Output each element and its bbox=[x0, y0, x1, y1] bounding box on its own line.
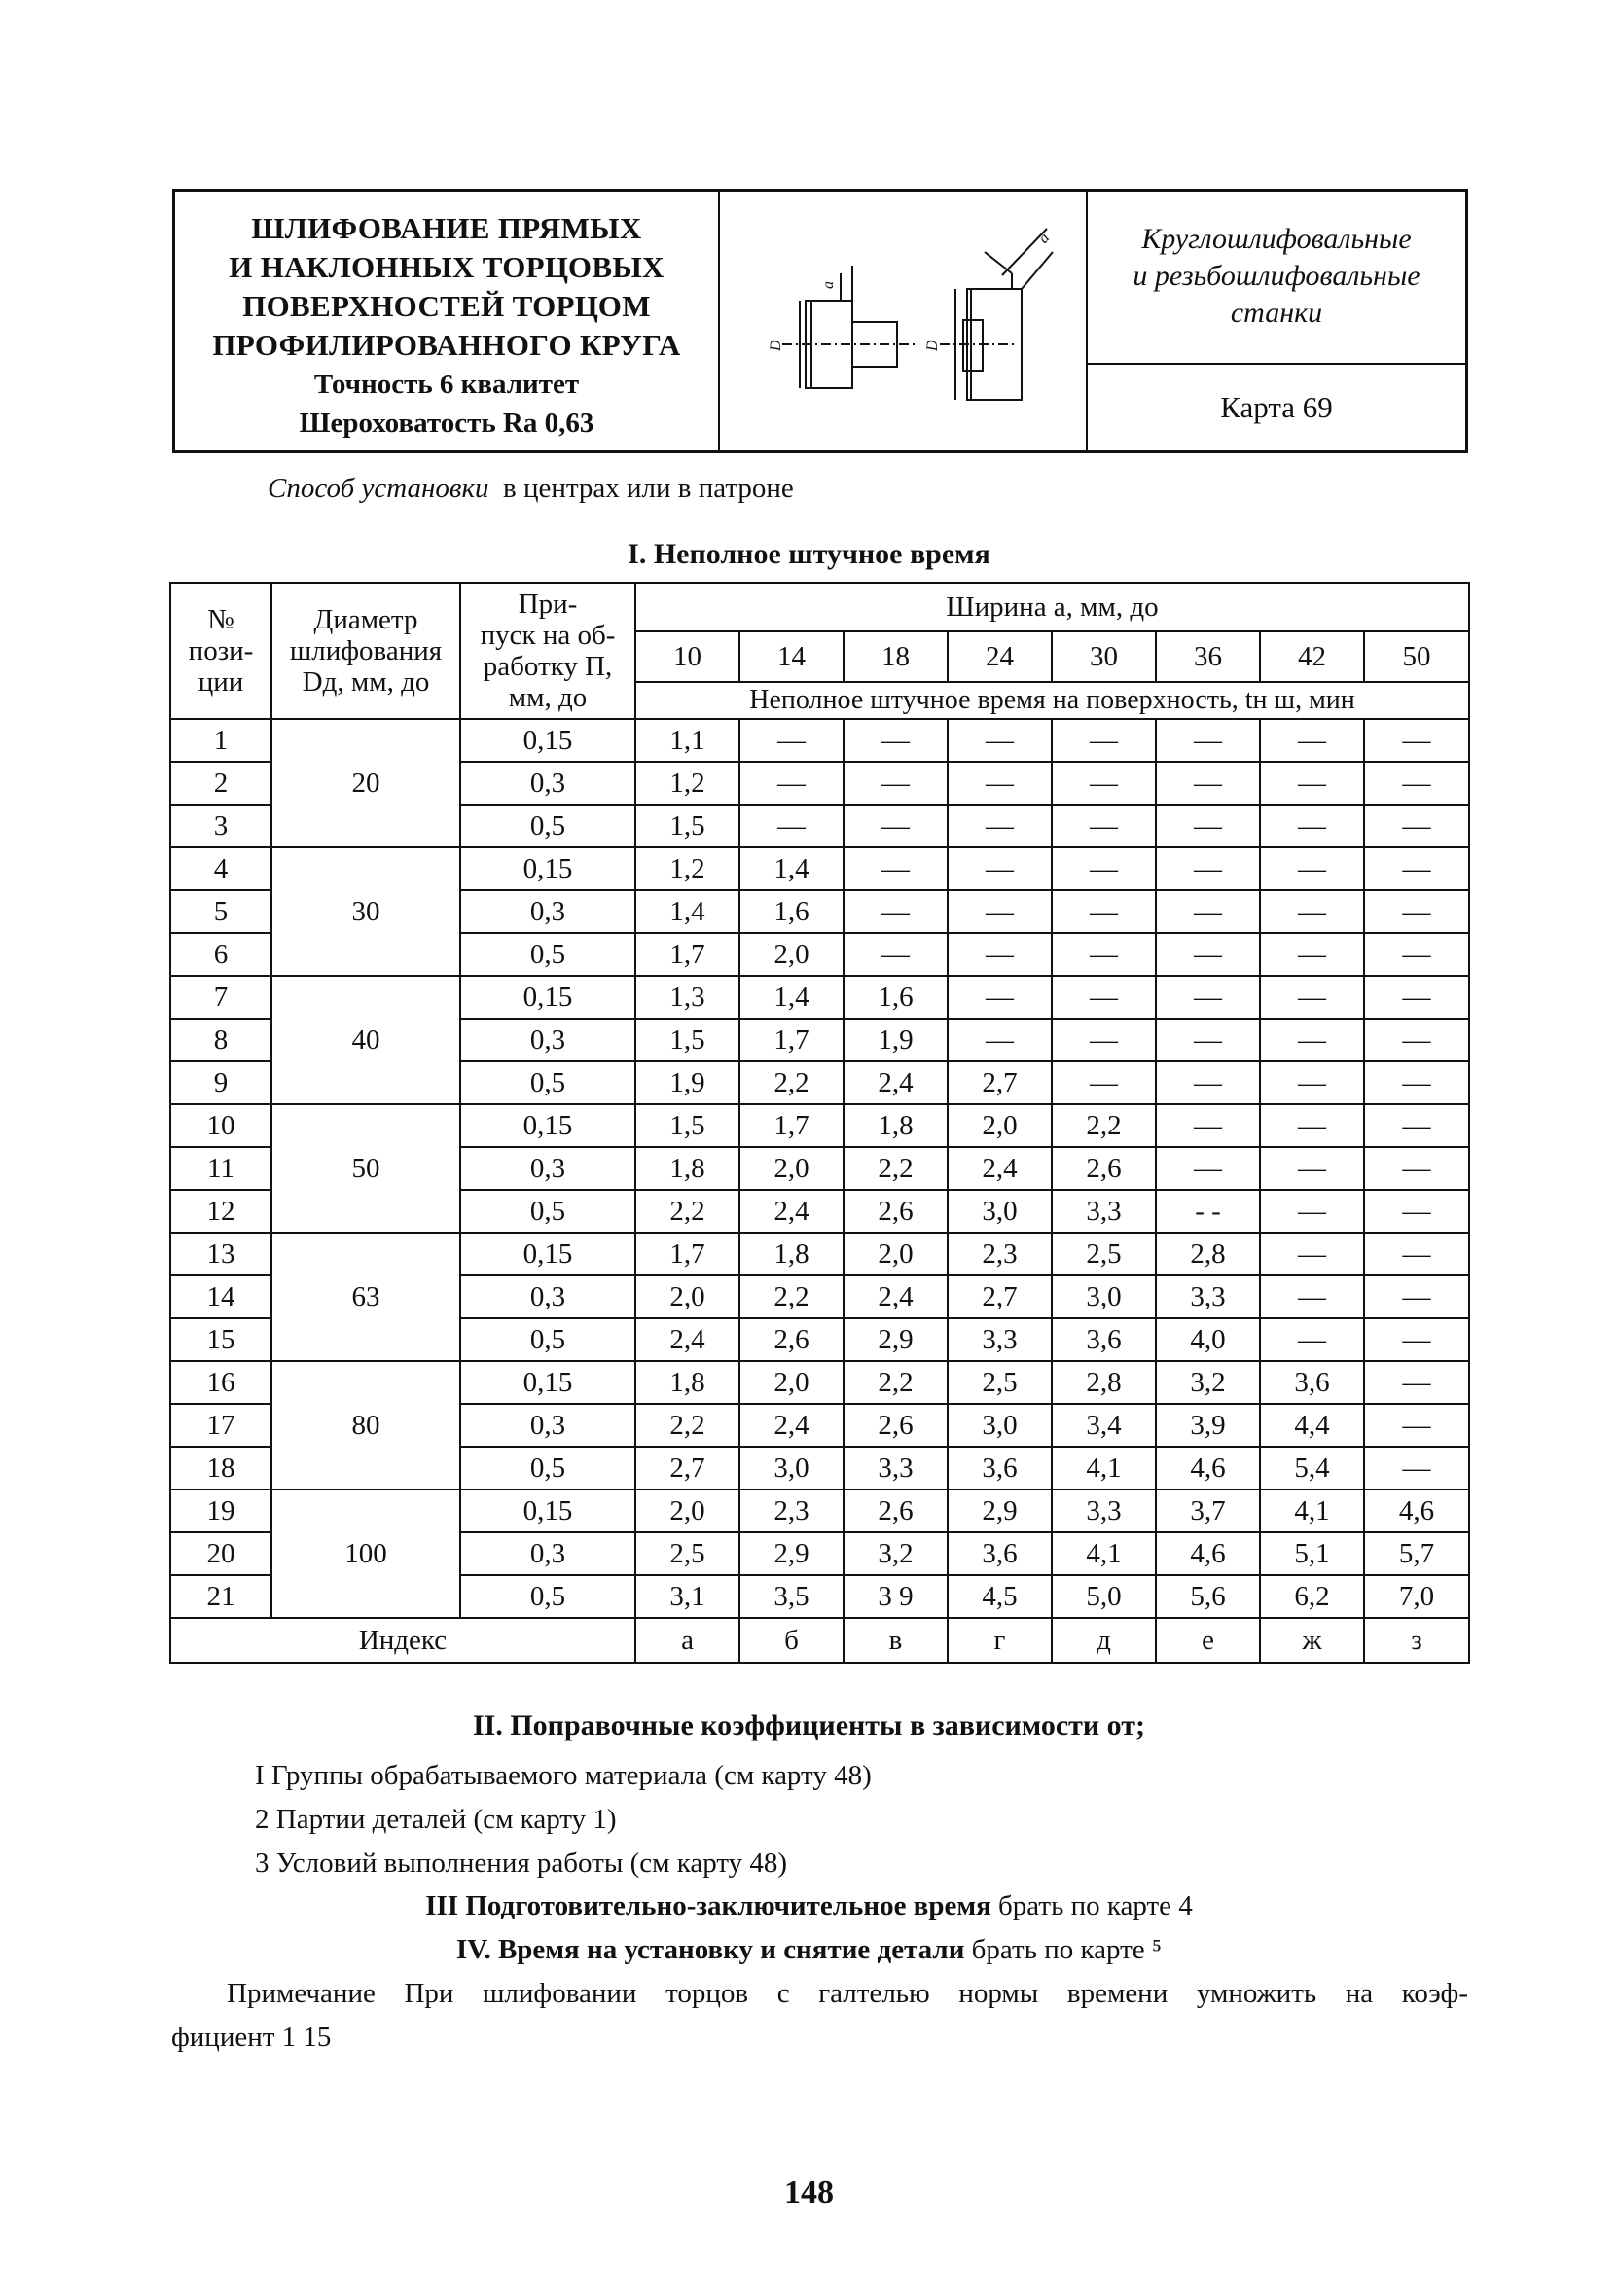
row-position: 8 bbox=[170, 1019, 271, 1061]
row-allowance: 0,15 bbox=[460, 1233, 635, 1275]
index-letter: д bbox=[1052, 1618, 1156, 1663]
row-diameter: 40 bbox=[271, 976, 460, 1104]
time-value-cell: — bbox=[1364, 1061, 1469, 1104]
time-value-cell: — bbox=[948, 890, 1052, 933]
row-position: 21 bbox=[170, 1575, 271, 1618]
row-allowance: 0,15 bbox=[460, 1104, 635, 1147]
time-value-cell: 1,8 bbox=[635, 1147, 739, 1190]
index-letter: в bbox=[844, 1618, 948, 1663]
time-value-cell: — bbox=[1260, 805, 1364, 847]
time-value-cell: — bbox=[1156, 890, 1260, 933]
title-line-1: ШЛИФОВАНИЕ ПРЯМЫХ bbox=[251, 211, 642, 245]
row-allowance: 0,3 bbox=[460, 762, 635, 805]
index-letter: ж bbox=[1260, 1618, 1364, 1663]
time-value-cell: 1,4 bbox=[635, 890, 739, 933]
time-value-cell: — bbox=[948, 762, 1052, 805]
time-value-cell: 2,4 bbox=[948, 1147, 1052, 1190]
time-value-cell: 2,0 bbox=[844, 1233, 948, 1275]
time-value-cell: — bbox=[1260, 762, 1364, 805]
time-value-cell: 1,3 bbox=[635, 976, 739, 1019]
width-value: 30 bbox=[1052, 631, 1156, 682]
time-value-cell: 4,1 bbox=[1260, 1489, 1364, 1532]
time-value-cell: — bbox=[1156, 719, 1260, 762]
col-header-allowance-line-2: пуск на об- bbox=[480, 620, 616, 651]
time-value-cell: 2,2 bbox=[635, 1404, 739, 1447]
setup-method bbox=[268, 473, 794, 505]
note-line-1: Примечание При шлифовании торцов с галтелью нормы времени умножить на коэф- bbox=[227, 1978, 1468, 2009]
time-value-cell: 2,4 bbox=[635, 1318, 739, 1361]
col-header-time: Неполное штучное время на поверхность, tн ш, мин bbox=[635, 682, 1469, 719]
time-value-cell: 3,6 bbox=[1052, 1318, 1156, 1361]
time-value-cell: 3 9 bbox=[844, 1575, 948, 1618]
time-value-cell: 2,9 bbox=[844, 1318, 948, 1361]
time-value-cell: 3,3 bbox=[1052, 1190, 1156, 1233]
row-position: 12 bbox=[170, 1190, 271, 1233]
row-allowance: 0,5 bbox=[460, 1318, 635, 1361]
time-value-cell: — bbox=[1364, 1104, 1469, 1147]
time-value-cell: — bbox=[1156, 976, 1260, 1019]
setup-method-label: Способ установки bbox=[268, 473, 489, 504]
row-position: 2 bbox=[170, 762, 271, 805]
time-value-cell: — bbox=[1260, 933, 1364, 976]
correction-item-1: I Группы обрабатываемого материала (см карту 48) bbox=[255, 1760, 872, 1791]
col-header-allowance-line-4: мм, до bbox=[508, 682, 588, 713]
time-value-cell: — bbox=[1052, 890, 1156, 933]
time-value-cell: — bbox=[1260, 1233, 1364, 1275]
time-value-cell: 3,3 bbox=[844, 1447, 948, 1489]
row-allowance: 0,3 bbox=[460, 1404, 635, 1447]
time-value-cell: — bbox=[1260, 890, 1364, 933]
time-value-cell: 1,2 bbox=[635, 762, 739, 805]
accuracy-line: Точность 6 квалитет bbox=[313, 369, 580, 400]
time-value-cell: 2,6 bbox=[844, 1489, 948, 1532]
time-value-cell: 1,7 bbox=[739, 1019, 844, 1061]
time-value-cell: 2,6 bbox=[844, 1190, 948, 1233]
time-value-cell: 2,0 bbox=[739, 933, 844, 976]
time-value-cell: 2,2 bbox=[635, 1190, 739, 1233]
row-allowance: 0,5 bbox=[460, 1190, 635, 1233]
table-row bbox=[170, 847, 1469, 890]
time-value-cell: 1,7 bbox=[739, 1104, 844, 1147]
time-value-cell: 4,4 bbox=[1260, 1404, 1364, 1447]
correction-item-2: 2 Партии деталей (см карту 1) bbox=[255, 1804, 617, 1835]
time-value-cell: 3,6 bbox=[948, 1447, 1052, 1489]
part-sketch-drawing bbox=[720, 192, 1086, 452]
time-value-cell: 1,7 bbox=[635, 1233, 739, 1275]
index-letter: з bbox=[1364, 1618, 1469, 1663]
time-value-cell: — bbox=[1364, 976, 1469, 1019]
time-value-cell: 2,8 bbox=[1052, 1361, 1156, 1404]
time-value-cell: — bbox=[1052, 719, 1156, 762]
time-value-cell: 3,1 bbox=[635, 1575, 739, 1618]
index-label: Индекс bbox=[170, 1618, 635, 1663]
row-position: 17 bbox=[170, 1404, 271, 1447]
width-value: 42 bbox=[1260, 631, 1364, 682]
row-diameter: 63 bbox=[271, 1233, 460, 1361]
time-value-cell: 1,2 bbox=[635, 847, 739, 890]
row-diameter: 100 bbox=[271, 1489, 460, 1618]
row-allowance: 0,15 bbox=[460, 1489, 635, 1532]
time-value-cell: — bbox=[1156, 762, 1260, 805]
time-value-cell: — bbox=[1364, 805, 1469, 847]
time-value-cell: 2,9 bbox=[739, 1532, 844, 1575]
row-position: 7 bbox=[170, 976, 271, 1019]
time-value-cell: — bbox=[1364, 1233, 1469, 1275]
time-value-cell: 3,6 bbox=[948, 1532, 1052, 1575]
width-value: 10 bbox=[635, 631, 739, 682]
table-row bbox=[170, 1233, 1469, 1275]
time-value-cell: — bbox=[1052, 976, 1156, 1019]
time-value-cell: 3,4 bbox=[1052, 1404, 1156, 1447]
time-value-cell: — bbox=[1364, 1147, 1469, 1190]
time-value-cell: 3,0 bbox=[948, 1190, 1052, 1233]
row-allowance: 0,3 bbox=[460, 890, 635, 933]
section-4-title: IV. Время на установку и снятие детали bbox=[455, 1934, 965, 1965]
row-position: 16 bbox=[170, 1361, 271, 1404]
time-value-cell: 2,5 bbox=[635, 1532, 739, 1575]
time-value-cell: 2,4 bbox=[844, 1275, 948, 1318]
time-value-cell: — bbox=[1156, 805, 1260, 847]
time-value-cell: — bbox=[1364, 1404, 1469, 1447]
row-position: 1 bbox=[170, 719, 271, 762]
row-position: 11 bbox=[170, 1147, 271, 1190]
time-value-cell: 3,0 bbox=[739, 1447, 844, 1489]
time-value-cell: — bbox=[1260, 1061, 1364, 1104]
time-value-cell: — bbox=[844, 805, 948, 847]
col-header-diameter-line-3: Dд, мм, до bbox=[302, 666, 430, 698]
width-value: 50 bbox=[1364, 631, 1469, 682]
col-header-diameter-line-2: шлифования bbox=[289, 635, 443, 666]
time-value-cell: 1,9 bbox=[844, 1019, 948, 1061]
col-header-diameter-line-1: Диаметр bbox=[313, 604, 418, 635]
width-value: 18 bbox=[844, 631, 948, 682]
time-value-cell: 2,9 bbox=[948, 1489, 1052, 1532]
section-1-title: I. Неполное штучное время bbox=[628, 538, 990, 570]
title-line-2: И НАКЛОННЫХ ТОРЦОВЫХ bbox=[229, 250, 665, 284]
time-value-cell: 2,7 bbox=[948, 1061, 1052, 1104]
time-value-cell: — bbox=[1364, 1275, 1469, 1318]
time-value-cell: 2,0 bbox=[739, 1361, 844, 1404]
time-value-cell: 1,5 bbox=[635, 805, 739, 847]
width-value: 36 bbox=[1156, 631, 1260, 682]
time-value-cell: 2,7 bbox=[948, 1275, 1052, 1318]
row-diameter: 50 bbox=[271, 1104, 460, 1233]
time-value-cell: — bbox=[948, 719, 1052, 762]
time-value-cell: 2,0 bbox=[739, 1147, 844, 1190]
col-header-position-line-1: № bbox=[207, 604, 234, 635]
time-value-cell: 2,3 bbox=[739, 1489, 844, 1532]
time-value-cell: — bbox=[1260, 1190, 1364, 1233]
time-value-cell: 2,8 bbox=[1156, 1233, 1260, 1275]
time-value-cell: — bbox=[1260, 719, 1364, 762]
time-value-cell: — bbox=[1364, 1190, 1469, 1233]
time-value-cell: — bbox=[844, 762, 948, 805]
time-value-cell: — bbox=[1260, 976, 1364, 1019]
time-value-cell: 3,3 bbox=[1052, 1489, 1156, 1532]
section-3-line bbox=[0, 1890, 1618, 1922]
row-allowance: 0,15 bbox=[460, 847, 635, 890]
time-value-cell: 3,9 bbox=[1156, 1404, 1260, 1447]
time-value-cell: 2,2 bbox=[739, 1061, 844, 1104]
time-value-cell: 3,0 bbox=[948, 1404, 1052, 1447]
time-value-cell: — bbox=[1364, 1318, 1469, 1361]
time-value-cell: 4,0 bbox=[1156, 1318, 1260, 1361]
machine-line-2: и резьбошлифовальные bbox=[1133, 260, 1420, 292]
setup-method-value: в центрах или в патроне bbox=[503, 473, 794, 504]
row-allowance: 0,5 bbox=[460, 933, 635, 976]
row-allowance: 0,15 bbox=[460, 719, 635, 762]
time-value-cell: — bbox=[1364, 1019, 1469, 1061]
time-value-cell: — bbox=[1260, 847, 1364, 890]
time-value-cell: — bbox=[1260, 1275, 1364, 1318]
time-value-cell: 1,9 bbox=[635, 1061, 739, 1104]
index-letter: б bbox=[739, 1618, 844, 1663]
time-value-cell: — bbox=[1364, 762, 1469, 805]
time-value-cell: — bbox=[1260, 1318, 1364, 1361]
time-value-cell: — bbox=[1052, 805, 1156, 847]
table-row bbox=[170, 1489, 1469, 1532]
time-value-cell: 2,0 bbox=[948, 1104, 1052, 1147]
row-allowance: 0,15 bbox=[460, 1361, 635, 1404]
time-value-cell: 4,6 bbox=[1156, 1532, 1260, 1575]
section-4-line bbox=[0, 1934, 1618, 1966]
card-number: Карта 69 bbox=[1220, 390, 1333, 424]
index-letter: г bbox=[948, 1618, 1052, 1663]
time-value-cell: — bbox=[948, 847, 1052, 890]
time-value-cell: — bbox=[1156, 1104, 1260, 1147]
time-value-cell: 4,5 bbox=[948, 1575, 1052, 1618]
time-value-cell: 1,4 bbox=[739, 976, 844, 1019]
time-value-cell: — bbox=[1364, 890, 1469, 933]
row-position: 10 bbox=[170, 1104, 271, 1147]
time-value-cell: 2,3 bbox=[948, 1233, 1052, 1275]
time-value-cell: — bbox=[1364, 719, 1469, 762]
time-value-cell: — bbox=[739, 719, 844, 762]
machine-line-1: Круглошлифовальные bbox=[1141, 223, 1412, 255]
time-value-cell: — bbox=[1052, 933, 1156, 976]
row-diameter: 30 bbox=[271, 847, 460, 976]
time-value-cell: 2,7 bbox=[635, 1447, 739, 1489]
time-value-cell: 1,7 bbox=[635, 933, 739, 976]
time-value-cell: — bbox=[1364, 1361, 1469, 1404]
roughness-line: Шероховатость Ra 0,63 bbox=[299, 408, 594, 439]
row-allowance: 0,15 bbox=[460, 976, 635, 1019]
time-value-cell: 3,3 bbox=[1156, 1275, 1260, 1318]
col-header-allowance bbox=[460, 583, 635, 719]
note-line-2: фициент 1 15 bbox=[171, 2022, 332, 2053]
time-value-cell: — bbox=[1156, 1147, 1260, 1190]
time-value-cell: 3,6 bbox=[1260, 1361, 1364, 1404]
row-allowance: 0,3 bbox=[460, 1019, 635, 1061]
sketch-label-d-right: D bbox=[924, 340, 941, 351]
time-value-cell: — bbox=[948, 1019, 1052, 1061]
time-value-cell: - - bbox=[1156, 1190, 1260, 1233]
row-position: 6 bbox=[170, 933, 271, 976]
time-value-cell: 4,1 bbox=[1052, 1532, 1156, 1575]
time-value-cell: — bbox=[844, 933, 948, 976]
section-3-text: брать по карте 4 bbox=[990, 1890, 1193, 1921]
time-value-cell: — bbox=[948, 933, 1052, 976]
time-value-cell: 1,4 bbox=[739, 847, 844, 890]
sketch-label-d-left: D bbox=[768, 340, 784, 351]
time-value-cell: 2,5 bbox=[948, 1361, 1052, 1404]
row-position: 20 bbox=[170, 1532, 271, 1575]
time-value-cell: 1,6 bbox=[844, 976, 948, 1019]
machine-line-3: станки bbox=[1230, 297, 1323, 329]
time-value-cell: — bbox=[1156, 1019, 1260, 1061]
page-number: 148 bbox=[784, 2174, 834, 2210]
time-value-cell: — bbox=[1156, 847, 1260, 890]
time-value-cell: — bbox=[1156, 933, 1260, 976]
time-value-cell: — bbox=[1364, 1447, 1469, 1489]
row-position: 18 bbox=[170, 1447, 271, 1489]
table-row bbox=[170, 976, 1469, 1019]
time-value-cell: 1,1 bbox=[635, 719, 739, 762]
index-letter: а bbox=[635, 1618, 739, 1663]
time-value-cell: — bbox=[1364, 933, 1469, 976]
time-value-cell: 2,5 bbox=[1052, 1233, 1156, 1275]
time-value-cell: 1,6 bbox=[739, 890, 844, 933]
time-value-cell: — bbox=[1364, 847, 1469, 890]
time-value-cell: 6,2 bbox=[1260, 1575, 1364, 1618]
row-allowance: 0,3 bbox=[460, 1147, 635, 1190]
sketch-label-a-right: a bbox=[1035, 230, 1054, 247]
time-value-cell: 4,6 bbox=[1364, 1489, 1469, 1532]
time-value-cell: — bbox=[1260, 1019, 1364, 1061]
col-header-position bbox=[170, 583, 271, 719]
width-value: 14 bbox=[739, 631, 844, 682]
card-header bbox=[172, 189, 1468, 453]
row-position: 9 bbox=[170, 1061, 271, 1104]
time-value-cell: — bbox=[1052, 847, 1156, 890]
col-header-allowance-line-3: работку П, bbox=[483, 651, 613, 682]
machine-type-cell bbox=[1088, 192, 1465, 365]
time-value-cell: — bbox=[844, 890, 948, 933]
time-value-cell: 3,3 bbox=[948, 1318, 1052, 1361]
index-row bbox=[170, 1618, 1469, 1663]
time-value-cell: 5,1 bbox=[1260, 1532, 1364, 1575]
row-allowance: 0,5 bbox=[460, 805, 635, 847]
row-position: 5 bbox=[170, 890, 271, 933]
table-row bbox=[170, 719, 1469, 762]
time-value-cell: — bbox=[739, 762, 844, 805]
row-position: 14 bbox=[170, 1275, 271, 1318]
time-value-cell: 1,5 bbox=[635, 1104, 739, 1147]
col-header-diameter bbox=[271, 583, 460, 719]
row-position: 19 bbox=[170, 1489, 271, 1532]
time-value-cell: — bbox=[844, 719, 948, 762]
time-value-cell: 3,0 bbox=[1052, 1275, 1156, 1318]
time-value-cell: 1,5 bbox=[635, 1019, 739, 1061]
time-value-cell: 3,2 bbox=[1156, 1361, 1260, 1404]
section-2-title: II. Поправочные коэффициенты в зависимости от; bbox=[472, 1709, 1146, 1741]
time-value-cell: 2,2 bbox=[844, 1361, 948, 1404]
row-allowance: 0,5 bbox=[460, 1061, 635, 1104]
col-header-allowance-line-1: При- bbox=[518, 589, 578, 620]
row-allowance: 0,3 bbox=[460, 1532, 635, 1575]
time-value-cell: 7,0 bbox=[1364, 1575, 1469, 1618]
row-diameter: 20 bbox=[271, 719, 460, 847]
correction-item-3: 3 Условий выполнения работы (см карту 48) bbox=[255, 1848, 788, 1879]
time-value-cell: 4,1 bbox=[1052, 1447, 1156, 1489]
col-header-position-line-3: ции bbox=[198, 666, 244, 698]
time-value-cell: 2,6 bbox=[739, 1318, 844, 1361]
time-value-cell: — bbox=[739, 805, 844, 847]
time-value-cell: 1,8 bbox=[844, 1104, 948, 1147]
time-value-cell: 4,6 bbox=[1156, 1447, 1260, 1489]
time-value-cell: — bbox=[948, 976, 1052, 1019]
row-position: 13 bbox=[170, 1233, 271, 1275]
index-letter: е bbox=[1156, 1618, 1260, 1663]
time-value-cell: — bbox=[1052, 1061, 1156, 1104]
time-value-cell: 3,2 bbox=[844, 1532, 948, 1575]
time-value-cell: — bbox=[948, 805, 1052, 847]
time-value-cell: 2,2 bbox=[1052, 1104, 1156, 1147]
time-value-cell: — bbox=[1052, 762, 1156, 805]
time-norm-table bbox=[169, 582, 1470, 1664]
time-value-cell: 2,0 bbox=[635, 1275, 739, 1318]
section-4-text: брать по карте ⁵ bbox=[964, 1934, 1163, 1965]
sketch-label-a-left: a bbox=[820, 281, 837, 289]
section-3-title: III Подготовительно-заключительное время bbox=[425, 1890, 991, 1921]
row-position: 15 bbox=[170, 1318, 271, 1361]
time-value-cell: — bbox=[1156, 1061, 1260, 1104]
time-value-cell: 2,2 bbox=[844, 1147, 948, 1190]
time-value-cell: 2,2 bbox=[739, 1275, 844, 1318]
title-line-3: ПОВЕРХНОСТЕЙ ТОРЦОМ bbox=[242, 289, 651, 323]
time-value-cell: — bbox=[1260, 1147, 1364, 1190]
time-value-cell: 2,4 bbox=[739, 1404, 844, 1447]
time-value-cell: 5,6 bbox=[1156, 1575, 1260, 1618]
col-header-width: Ширина a, мм, до bbox=[635, 583, 1469, 631]
time-value-cell: — bbox=[1052, 1019, 1156, 1061]
time-value-cell: 2,4 bbox=[844, 1061, 948, 1104]
table-row bbox=[170, 1361, 1469, 1404]
time-value-cell: 1,8 bbox=[739, 1233, 844, 1275]
row-allowance: 0,3 bbox=[460, 1275, 635, 1318]
row-allowance: 0,5 bbox=[460, 1575, 635, 1618]
time-value-cell: 3,5 bbox=[739, 1575, 844, 1618]
table-body bbox=[170, 719, 1469, 1618]
row-position: 3 bbox=[170, 805, 271, 847]
time-value-cell: 5,0 bbox=[1052, 1575, 1156, 1618]
title-line-4: ПРОФИЛИРОВАННОГО КРУГА bbox=[212, 328, 681, 362]
col-header-position-line-2: пози- bbox=[188, 635, 254, 666]
width-value: 24 bbox=[948, 631, 1052, 682]
time-value-cell: 2,6 bbox=[844, 1404, 948, 1447]
time-value-cell: 2,0 bbox=[635, 1489, 739, 1532]
time-value-cell: 2,4 bbox=[739, 1190, 844, 1233]
time-value-cell: 1,8 bbox=[635, 1361, 739, 1404]
row-position: 4 bbox=[170, 847, 271, 890]
row-allowance: 0,5 bbox=[460, 1447, 635, 1489]
table-row bbox=[170, 1104, 1469, 1147]
time-value-cell: 5,4 bbox=[1260, 1447, 1364, 1489]
time-value-cell: 5,7 bbox=[1364, 1532, 1469, 1575]
time-value-cell: 2,6 bbox=[1052, 1147, 1156, 1190]
row-diameter: 80 bbox=[271, 1361, 460, 1489]
time-value-cell: 3,7 bbox=[1156, 1489, 1260, 1532]
part-sketch bbox=[720, 192, 1088, 450]
operation-title-block bbox=[175, 192, 720, 450]
time-value-cell: — bbox=[1260, 1104, 1364, 1147]
time-value-cell: — bbox=[844, 847, 948, 890]
